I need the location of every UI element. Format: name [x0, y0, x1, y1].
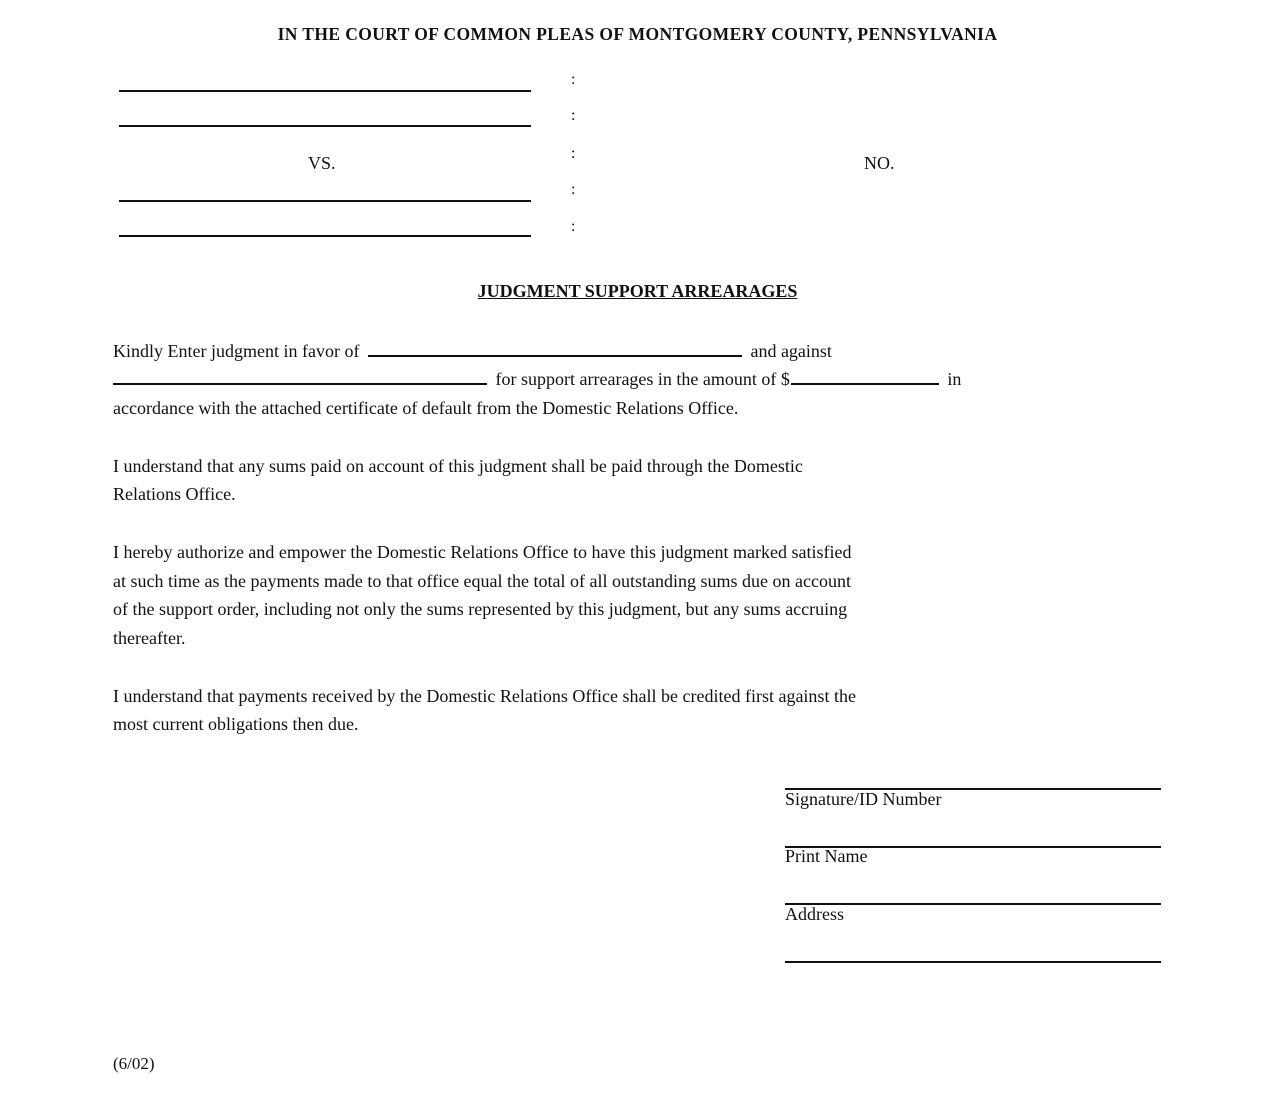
paragraph-2-line-2: Relations Office.: [113, 484, 236, 504]
court-title: IN THE COURT OF COMMON PLEAS OF MONTGOMERY COUNTY, PENNSYLVANIA: [277, 24, 998, 44]
form-title: JUDGMENT SUPPORT ARREARAGES: [477, 281, 798, 301]
plaintiff-line-2[interactable]: [119, 125, 531, 127]
judgment-line-2: [113, 365, 961, 394]
plaintiff-line-1[interactable]: [119, 90, 531, 92]
address-line-2[interactable]: [785, 961, 1161, 963]
caption-colon: :: [571, 71, 576, 88]
paragraph-2-line-1: I understand that any sums paid on account of this judgment shall be paid through the Domestic: [113, 456, 803, 476]
amount-blank[interactable]: [791, 382, 939, 385]
signature-label: Signature/ID Number: [785, 789, 942, 809]
against-party-blank[interactable]: [113, 382, 487, 385]
paragraph-3-line-4: thereafter.: [113, 628, 186, 648]
defendant-line-1[interactable]: [119, 200, 531, 202]
arrearages-amount-text: for support arrearages in the amount of $: [495, 369, 790, 389]
caption-colon: :: [571, 218, 576, 235]
vs-label: VS.: [308, 153, 336, 173]
paragraph-4-line-1: I understand that payments received by the Domestic Relations Office shall be credited first against the: [113, 686, 856, 706]
judgment-line-1: [113, 337, 832, 366]
case-number-label: NO.: [864, 153, 895, 173]
judgment-line-3: accordance with the attached certificate of default from the Domestic Relations Office.: [113, 398, 739, 418]
revision-date: (6/02): [113, 1054, 155, 1073]
paragraph-3-line-3: of the support order, including not only the sums represented by this judgment, but any sums accruing: [113, 599, 848, 619]
caption-colon: :: [571, 181, 576, 198]
defendant-line-2[interactable]: [119, 235, 531, 237]
judgment-in-favor-text: Kindly Enter judgment in favor of: [113, 341, 360, 361]
and-against-text: and against: [750, 341, 832, 361]
in-text: in: [947, 369, 962, 389]
in-favor-of-blank[interactable]: [368, 354, 742, 357]
caption-colon: :: [571, 145, 576, 162]
paragraph-3-line-1: I hereby authorize and empower the Domestic Relations Office to have this judgment marked satisfied: [113, 542, 852, 562]
print-name-label: Print Name: [785, 846, 868, 866]
caption-colon: :: [571, 107, 576, 124]
address-label: Address: [785, 904, 844, 924]
paragraph-3-line-2: at such time as the payments made to that office equal the total of all outstanding sums due on account: [113, 571, 851, 591]
paragraph-4-line-2: most current obligations then due.: [113, 714, 359, 734]
